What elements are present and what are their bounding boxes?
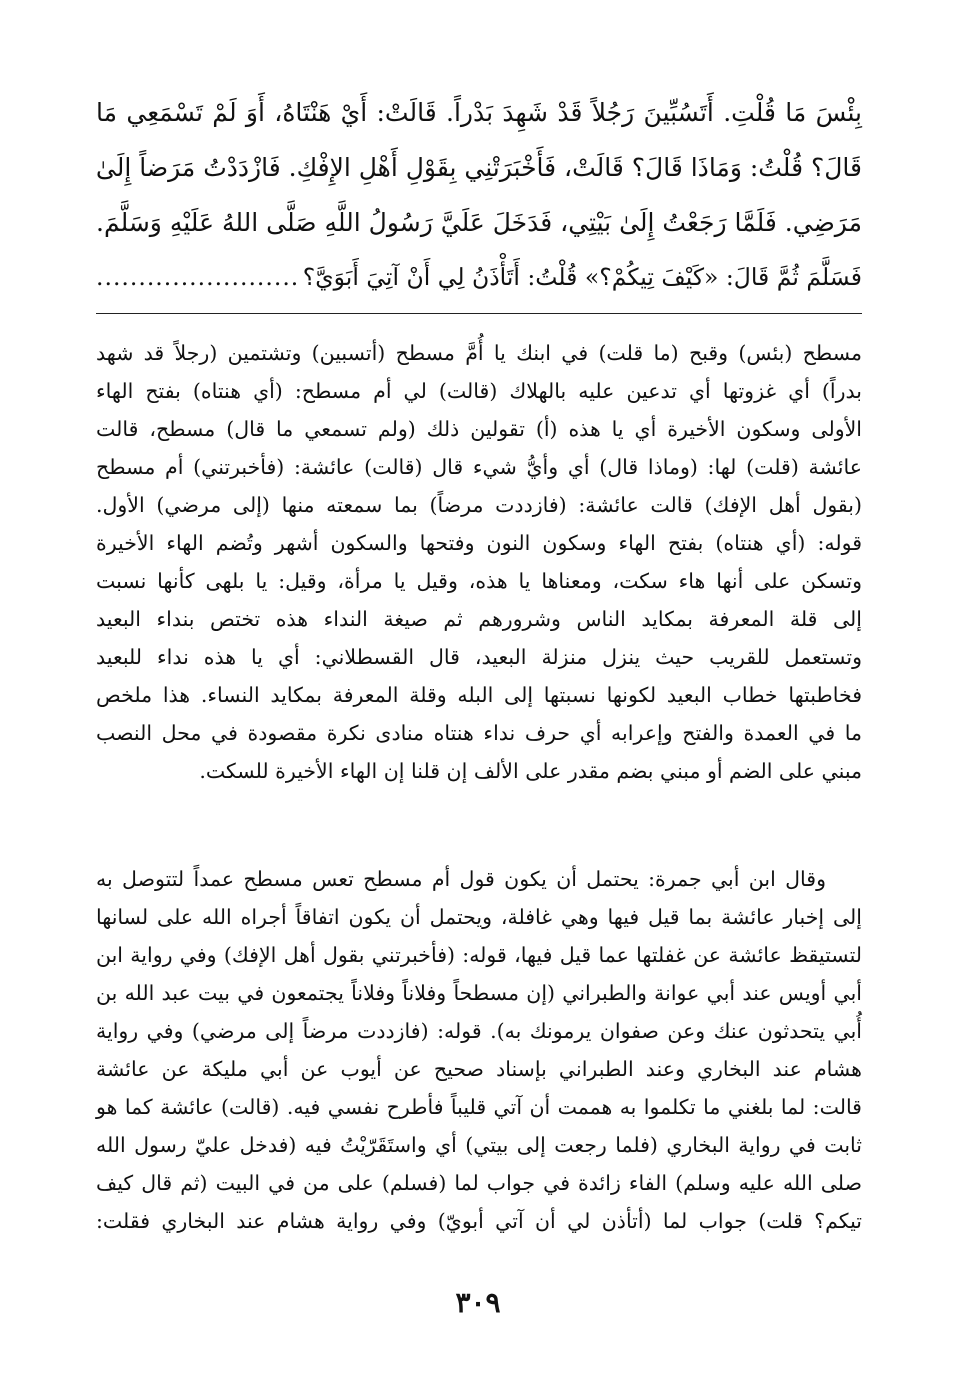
continuation-dots: ........................ [96, 263, 300, 291]
commentary-line: إلى إخبار عائشة بما قيل فيها وهي غافلة، ويحتمل أن يكون اتفاقاً أجراه الله على لسانها [96, 905, 862, 929]
commentary-line: مبني على الضم أو مبني بضم مقدر على الألف إن قلنا إن الهاء الأخيرة للسكت. [199, 759, 862, 783]
commentary-line: أُبي يتحدثون عنك وعن صفوان يرمونك به). قوله: (فازددت مرضاً إلى مرضي) وفي رواية [96, 1019, 862, 1043]
hadith-line: فَسَلَّمَ ثُمَّ قَالَ: «كَيْفَ تِيكُمْ؟» قُلْتُ: أَتَأْذَنُ لِي أَنْ آتِيَ أَبَوَيَّ؟ [302, 263, 862, 291]
commentary-line: (بقول أهل الإفك) قالت عائشة: (فازددت مرضاً) بما سمعته منها (إلى مرضي) الأول. [96, 493, 862, 517]
commentary-line: تيكم؟ قلت) جواب لما (أتأذن لي أن آتي أبويّ) وفي رواية هشام عند البخاري فقلت: [96, 1209, 862, 1233]
hadith-line: مَرَضِي. فَلَمَّا رَجَعْتُ إِلَىٰ بَيْتِي، فَدَخَلَ عَلَيَّ رَسُولُ اللَّهِ صَلَّى اللهُ عَلَيْهِ وَسَلَّمَ. [96, 208, 862, 237]
hadith-last-line [96, 250, 862, 305]
commentary-line: ثابت في رواية البخاري (فلما رجعت إلى بيتي) أي واستَقَرّيْتُ فيه (فدخل عليّ رسول الله [96, 1133, 862, 1157]
commentary-line: ما في العمدة والفتح وإعرابه أي حرف نداء هنتاه منادى نكرة مقصودة في محل النصب [96, 721, 862, 745]
hadith-text [96, 85, 862, 305]
commentary-line: لتستيقظ عائشة عن غفلتها عما قيل فيها، قوله: (فأخبرتني بقول أهل الإفك) وفي رواية ابن [96, 943, 862, 967]
commentary-line: صلى الله عليه وسلم) الفاء زائدة في جواب لما (فسلم) على من في البيت (ثم قال كيف [96, 1171, 862, 1195]
commentary-line: وتسكن على أنها هاء سكت، ومعناها يا هذه، وقيل يا مرأة، وقيل: يا بلهى كأنها نسبت [96, 569, 862, 593]
commentary-line: هشام عند البخاري وعند الطبراني بإسناد صحيح عن أيوب عن أبي مليكة عن عائشة [96, 1057, 862, 1081]
commentary-line: إلى قلة المعرفة بمكايد الناس وشرورهم ثم صيغة النداء هذه تختص بنداء البعيد [96, 607, 862, 631]
commentary-section-2 [96, 860, 862, 1240]
commentary-line: فخاطبتها خطاب البعيد لكونها نسبتها إلى البله وقلة المعرفة بمكايد النساء. هذا ملخص [96, 683, 862, 707]
commentary-line: أبي أويس عند أبي عوانة والطبراني (إن مسطحاً وفلاناً وفلاناً يجتمعون في بيت عبد الله بن [96, 981, 862, 1005]
commentary-section-1 [96, 334, 862, 790]
commentary-line: عائشة (قلت) لها: (وماذا قال) أي وأيُّ شيء قال (قالت) عائشة: (فأخبرتني) أم مسطح [96, 455, 862, 479]
page-number: ٣٠٩ [455, 1286, 501, 1319]
hadith-line: بِئْسَ مَا قُلْتِ. أَتَسُبِّينَ رَجُلاً قَدْ شَهِدَ بَدْراً. قَالَتْ: أَيْ هَنْتَاهُ، أَوَ لَمْ تَسْمَعِي مَا [96, 98, 862, 127]
footnote-divider [96, 313, 862, 314]
commentary-line: وقال ابن أبي جمرة: يحتمل أن يكون قول أم مسطح تعس مسطح عمداً لتتوصل به [96, 867, 826, 891]
commentary-line: بدراً) أي غزوتها أي تدعين عليه بالهلاك (قالت) لي أم مسطح: (أي هنتاه) بفتح الهاء [96, 379, 862, 403]
commentary-line: قالت: لما بلغني ما تكلموا به هممت أن آتي قليباً فأطرح نفسي فيه. (قالت) عائشة كما هو [96, 1095, 862, 1119]
hadith-line: قَالَ؟ قُلْتُ: وَمَاذَا قَالَ؟ قَالَتْ، فَأَخْبَرَتْنِي بِقَوْلِ أَهْلِ الإِفْكِ. فَازْدَدْتُ مَرَضاً إِلَىٰ [95, 153, 862, 182]
commentary-line: قوله: (أي هنتاه) بفتح الهاء وسكون النون وفتحها والسكون أشهر وتُضم الهاء الأخيرة [96, 531, 862, 555]
commentary-line: مسطح (بئس) وقبح (ما قلت) في ابنك يا أُمَّ مسطح (أتسبين) وتشتمين (رجلاً قد شهد [96, 341, 862, 365]
commentary-line: الأولى وسكون الأخيرة أي يا هذه (أ) تقولين ذلك (ولم تسمعي ما قال) مسطح، قالت [96, 417, 862, 441]
commentary-line: وتستعمل للقريب حيث ينزل منزلة البعيد، قال القسطلاني: أي يا هذه نداء للبعيد [96, 645, 862, 669]
